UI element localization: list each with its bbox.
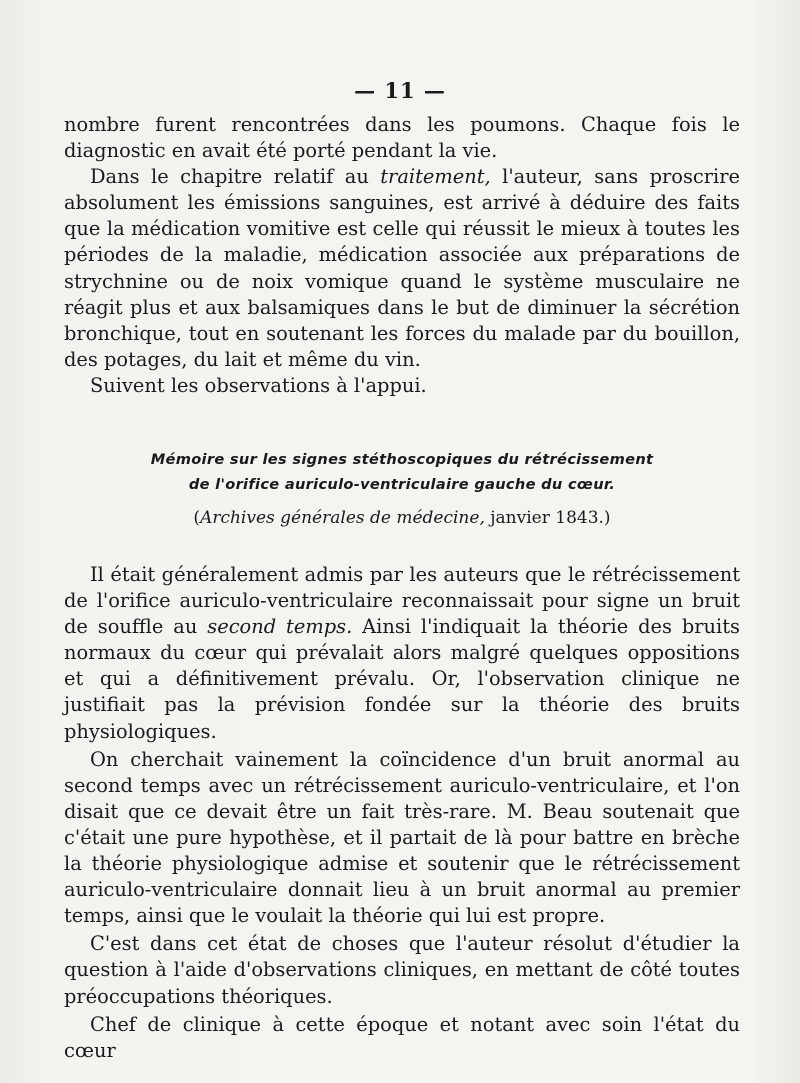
intro-paragraph-2-end: l'auteur, sans proscrire absolument les émissions sanguines, est arrivé à déduire des faits que la médication vomitive est celle qui réussit le mieux à toutes les périodes de la maladie, médication associée aux préparations de strychnine ou de noix vomique quand le système musculaire ne réagit plus et aux balsamiques dans le but de diminuer la sécrétion bronchique, tout en soutenant les forces du malade par du bouillon, des potages, du lait et même du vin. (64, 165, 740, 371)
body-paragraph-3: C'est dans cet état de choses que l'auteur résolut d'étudier la question à l'aide d'observations cliniques, en mettant de côté toutes préoccupations théoriques. (64, 932, 740, 1008)
body-paragraph-1-start: Il était généralement admis par les auteurs que le rétrécissement de l'orifice auriculo-ventriculaire reconnaissait pour signe un bruit de souffle au (64, 563, 740, 639)
body-paragraph-1 (64, 562, 740, 745)
body-section (64, 562, 740, 1066)
body-paragraph-2: On cherchait vainement la coïncidence d'un bruit anormal au second temps avec un rétrécissement auriculo-ventriculaire, et l'on disait que ce devait être un fait très-rare. M. Beau soutenait que c'était une pure hypothèse, et il partait de là pour battre en brèche la théorie physiologique admise et soutenir que le rétrécissement auriculo-ventriculaire donnait lieu à un bruit anormal au premier temps, ainsi que le voulait la théorie qui lui est propre. (64, 747, 740, 928)
article-title-line-1: Mémoire sur les signes stéthoscopiques du rétrécissement (150, 451, 654, 468)
article-title (64, 447, 740, 497)
source-date: janvier 1843.) (484, 508, 611, 528)
body-paragraph-1-end: Ainsi l'indiquait la théorie des bruits normaux du cœur qui prévalait alors malgré quelques oppositions et qui a définitivement prévalu. Or, l'observation clinique ne justifiait pas la prévision fondée sur la théorie des bruits physiologiques. (64, 615, 740, 743)
source-open-paren: ( (193, 508, 201, 528)
source-journal: Archives générales de médecine, (200, 508, 485, 528)
intro-paragraph-3: Suivent les observations à l'appui. (90, 373, 427, 397)
intro-paragraph-2-emphasis: traitement, (380, 165, 491, 189)
intro-paragraph-1: nombre furent rencontrées dans les poumons. Chaque fois le diagnostic en avait été porté pendant la vie. (64, 113, 740, 163)
body-paragraph-1-emphasis: second temps. (207, 615, 353, 639)
intro-paragraph-2-start: Dans le chapitre relatif au (90, 165, 381, 189)
intro-paragraph-2 (64, 164, 740, 373)
article-title-line-2: de l'orifice auriculo-ventriculaire gauche du cœur. (188, 476, 616, 493)
page-number: — 11 — (354, 78, 446, 103)
body-paragraph-4: Chef de clinique à cette époque et notant avec soin l'état du cœur (64, 1012, 740, 1062)
article-source (64, 506, 740, 530)
intro-section (64, 112, 740, 399)
